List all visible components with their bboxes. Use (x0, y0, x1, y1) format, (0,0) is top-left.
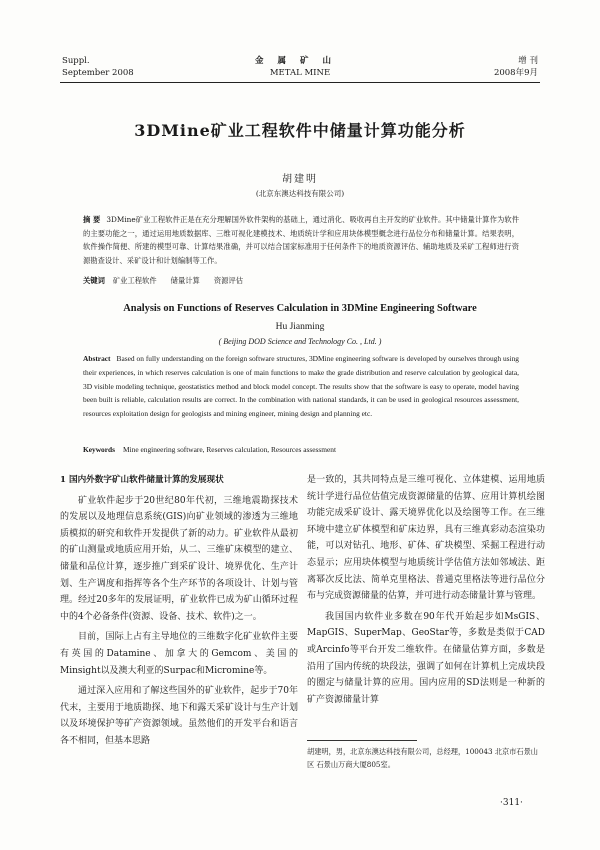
keywords-cn (83, 276, 519, 286)
section-heading: 1 国内外数字矿山软件储量计算的发展现状 (60, 475, 224, 485)
abstract-cn-label: 摘 要 (83, 215, 101, 224)
header-right (494, 55, 538, 79)
header-suppl-cn: 增 刊 (518, 56, 538, 66)
body-column-right (307, 472, 545, 712)
footnote-rule (307, 740, 417, 741)
article-title-en: Analysis on Functions of Reserves Calculation in 3DMine Engineering Software (123, 303, 477, 314)
abstract-en-label: Abstract (83, 354, 111, 363)
keywords-en (83, 445, 519, 454)
keyword-cn: 储量计算 (170, 276, 200, 285)
header-center (200, 55, 400, 79)
header-left (62, 55, 134, 79)
keywords-cn-label: 关键词 (83, 276, 105, 285)
header-rule (60, 82, 540, 83)
body-paragraph: 目前，国际上占有主导地位的三维数字化矿业软件主要有英国的Datamine、加拿大的Gemcom、美国的Minsight以及澳大利亚的Surpac和Micromine等。 (60, 632, 298, 676)
body-paragraph: 矿业软件起步于20世纪80年代初，三维地震勘探技术的发展以及地理信息系统(GIS)向矿业领域的渗透为三维地质模拟的研究和软件开发提供了新的动力。矿业软件从最初的矿山测量或地质应用开始，从二、三维矿床模型的建立、储量和品位计算，逐步推广到采矿设计、境界优化、生产计划、生产调度和指挥等各个生产环节的各项设计、计划与管理。经过20多年的发展证明，矿业软件已成为矿山循环过程中的4个必备条件(资源、设备、技术、软件)之一。 (60, 495, 298, 622)
affiliation-cn: (北京东澳达科技有限公司) (255, 189, 345, 198)
body-paragraph: 是一致的，其共同特点是三维可视化、立体建模、运用地质统计学进行品位估值完成资源储量的估算、应用计算机绘图功能完成采矿设计、露天境界优化以及绘图等工作。在三维环境中建立矿体模型和矿床边界，具有三维真彩动态渲染功能，可以对钻孔、地形、矿体、矿块模型、采掘工程进行动态显示；应用块体模型与地质统计学估值方法如邻域法、距离幂次反比法、简单克里格法、普通克里格法等进行品位分布与完成资源储量的估算，并可进行动态储量计算与管理。 (307, 475, 545, 602)
keywords-en-label: Keywords (83, 445, 116, 454)
journal-name-cn: 金属矿山 (254, 56, 345, 66)
affiliation-en: ( Beijing DOD Science and Technology Co. , Ltd. ) (218, 337, 382, 346)
abstract-cn (83, 213, 519, 267)
page-number: ·311· (500, 798, 523, 808)
author-cn: 胡建明 (282, 174, 318, 185)
keywords-en-text: Mine engineering software, Reserves calculation, Resources assessment (123, 445, 337, 454)
keyword-cn: 矿业工程软件 (112, 276, 157, 285)
header-date-en: September 2008 (62, 68, 134, 78)
header-suppl: Suppl. (62, 56, 90, 66)
journal-name-en: METAL MINE (269, 68, 331, 78)
body-paragraph: 通过深入应用和了解这些国外的矿业软件，起步于70年代末，主要用于地质勘探、地下和露天采矿设计与生产计划以及环境保护等矿产资源领域。虽然他们的开发平台和语言各不相同，但基本思路 (60, 686, 298, 746)
keyword-cn: 资源评估 (213, 276, 244, 285)
article-title-cn: 3DMine矿业工程软件中储量计算功能分析 (134, 121, 466, 140)
author-footnote: 胡建明，男，北京东澳达科技有限公司，总经理，100043 北京市石景山区 石景山万商大厦805室。 (307, 747, 538, 769)
author-en: Hu Jianming (275, 322, 325, 332)
body-column-left (60, 472, 298, 754)
abstract-cn-text: 3DMine矿业工程软件正是在充分理解国外软件架构的基础上，通过消化、吸收再自主开发的矿业软件。其中储量计算作为软件的主要功能之一，通过运用地质数据库、三维可视化建模技术、地质统计学和应用块体模型概念进行品位分布和储量计算。结果表明，软件操作简便、所建的模型可靠、计算结果准确，并可以结合国家标准用于任何条件下的地质资源评估、辅助地质及采矿工程师进行资源勘查设计、采矿设计和计划编制等工作。 (83, 215, 519, 265)
abstract-en (83, 352, 519, 421)
abstract-en-text: Based on fully understanding on the foreign software structures, 3DMine engineering software is developed by ourselves through using their experiences, in which reserves calculation is one of main functions to make the grade distribution and reserve calculation by geological data, 3D visible modeling technique, geostatistics method and block model concept. The results show that the software is easy to operate, model having been built is reliable, calculation results are correct. In the combination with national standards, it can be used in geological resources assessment, resources exploitation design for geologists and mining engineer, mining design and planning etc. (83, 354, 519, 419)
header-date-cn: 2008年9月 (493, 68, 538, 78)
body-paragraph: 我国国内软件业多数在90年代开始起步如MsGIS、MapGIS、SuperMap、GeoStar等，多数是类似于CAD或Arcinfo等平台开发二维软件。在储量估算方面，多数是沿用了国内传统的块段法，强调了如何在计算机上完成块段的圈定与储量计算的应用。国内应用的SD法则是一种新的矿产资源储量计算 (307, 611, 545, 705)
